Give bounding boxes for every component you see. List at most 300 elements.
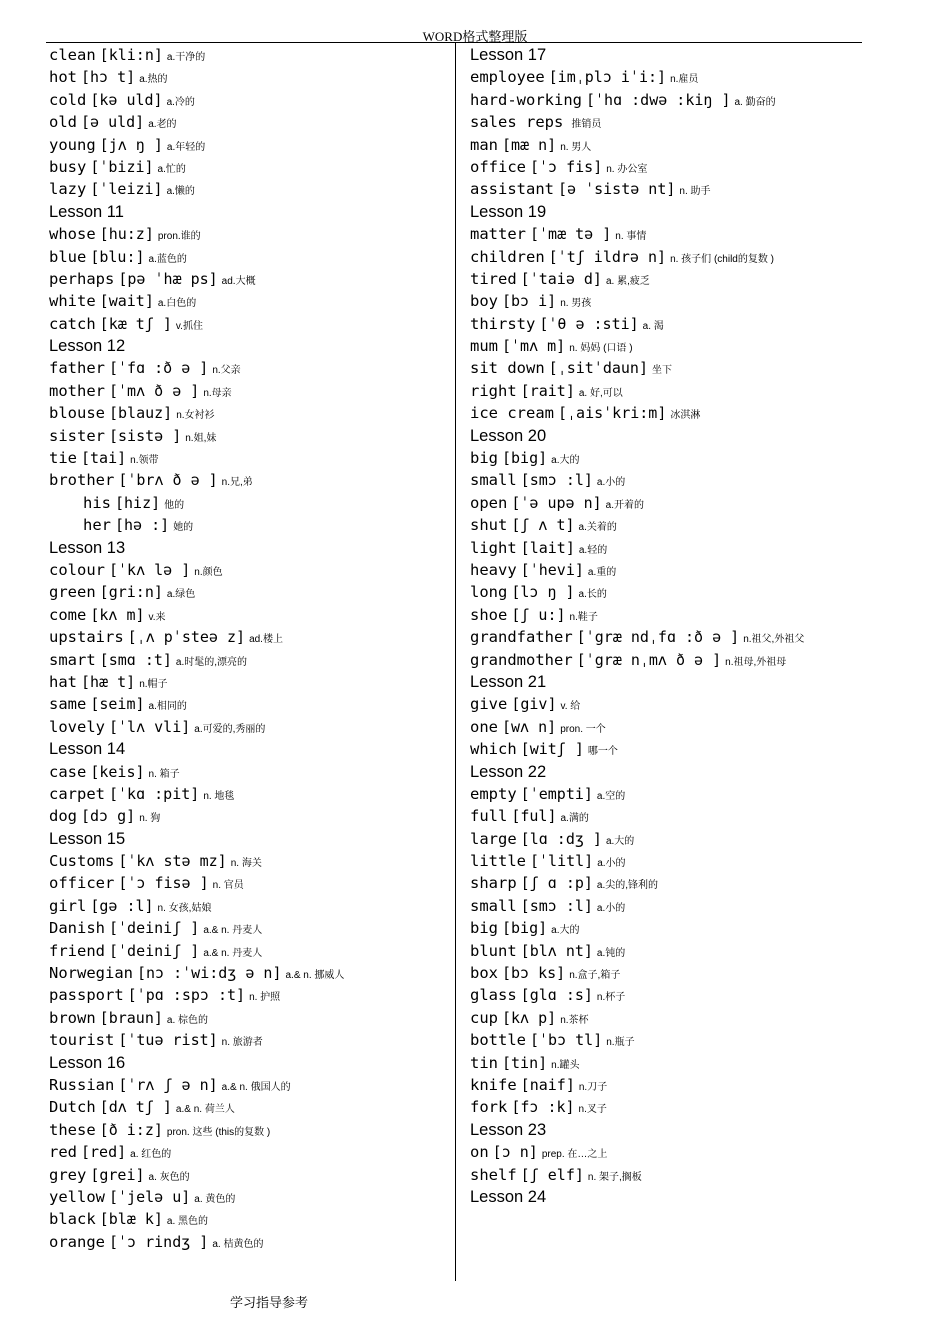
- lesson-heading: Lesson 20: [470, 426, 547, 445]
- vocab-gloss: v. 给: [560, 701, 581, 713]
- vocab-phonetic: [big]: [502, 919, 548, 938]
- vocab-phonetic: [ˈfɑ :ð ə ]: [109, 359, 209, 378]
- vocab-word: shut: [470, 516, 508, 535]
- vocab-gloss: n. 女孩,姑娘: [157, 902, 212, 914]
- vocab-entry: [49, 514, 449, 536]
- vocab-gloss: n. 办公室: [606, 163, 648, 175]
- lesson-heading: Lesson 19: [470, 202, 547, 221]
- vocab-word: open: [470, 493, 508, 512]
- vocab-gloss: a.冷的: [166, 96, 195, 108]
- vocab-entry: [49, 604, 449, 626]
- vocab-word: tourist: [49, 1031, 115, 1050]
- vocab-phonetic: [blʌ nt]: [520, 941, 593, 960]
- vocab-phonetic: [ˈdeiniʃ ]: [109, 919, 200, 938]
- vocab-phonetic: [hiz]: [115, 493, 161, 512]
- vocab-gloss: a. 好,可以: [578, 387, 623, 399]
- vocab-word: Norwegian: [49, 964, 133, 983]
- vocab-gloss: a.热的: [139, 74, 168, 86]
- vocab-entry: [470, 962, 860, 984]
- vocab-entry: [49, 66, 449, 88]
- vocab-gloss: a. 桔黄色的: [212, 1238, 264, 1250]
- vocab-phonetic: [ˌʌ pˈsteə z]: [127, 628, 246, 647]
- vocab-word: green: [49, 583, 96, 602]
- vocab-gloss: a.小的: [596, 902, 626, 914]
- vocab-gloss: a.大的: [551, 925, 580, 937]
- vocab-phonetic: [smɔ :l]: [520, 896, 593, 915]
- vocab-entry: [49, 693, 449, 715]
- vocab-entry: [470, 380, 860, 402]
- lesson-heading: Lesson 14: [49, 740, 126, 759]
- vocab-entry: [470, 1052, 860, 1074]
- vocab-phonetic: [smɑ :t]: [99, 650, 172, 669]
- vocab-phonetic: [ə ˈsistə nt]: [558, 180, 676, 199]
- vocab-gloss: a.时髦的,漂亮的: [175, 656, 248, 668]
- vocab-gloss: a.& n. 俄国人的: [221, 1081, 291, 1093]
- page-header: WORD格式整理版: [422, 29, 528, 44]
- vocab-word: shoe: [470, 605, 508, 624]
- vocab-entry: [470, 537, 860, 559]
- vocab-gloss: n.兄,弟: [221, 477, 253, 489]
- vocab-phonetic: [ˈjelə u]: [109, 1187, 191, 1206]
- vocab-word: tired: [470, 269, 517, 288]
- vocab-phonetic: [mæ n]: [502, 135, 557, 154]
- vocab-entry: [470, 872, 860, 894]
- vocab-word: long: [470, 583, 508, 602]
- vocab-gloss: a. 勤奋的: [734, 96, 776, 108]
- vocab-entry: [470, 895, 860, 917]
- vocab-entry: [49, 313, 449, 335]
- vocab-entry: [470, 693, 860, 715]
- vocab-entry: [49, 1164, 449, 1186]
- vocab-phonetic: [ð i:z]: [99, 1120, 163, 1139]
- vocab-phonetic: [dʌ tʃ ]: [99, 1098, 172, 1117]
- lesson-heading: Lesson 11: [49, 202, 124, 221]
- vocab-phonetic: [ˈhevi]: [520, 560, 584, 579]
- lesson-heading: Lesson 16: [49, 1053, 126, 1072]
- vocab-phonetic: [hə :]: [115, 516, 170, 535]
- vocab-word: brother: [49, 471, 115, 490]
- vocab-word: young: [49, 135, 96, 154]
- vocab-phonetic: [kli:n]: [99, 46, 163, 64]
- vocab-entry: [470, 111, 860, 133]
- vocab-entry: [49, 1141, 449, 1163]
- vocab-word: colour: [49, 560, 105, 579]
- vocab-phonetic: [pə ˈhæ ps]: [118, 269, 218, 288]
- vocab-gloss: n. 护照: [249, 992, 281, 1004]
- vocab-gloss: n. 妈妈 (口语 ): [569, 343, 633, 355]
- vocab-entry: [49, 850, 449, 872]
- vocab-word: give: [470, 695, 508, 714]
- vocab-word: smart: [49, 650, 96, 669]
- vocab-entry: [49, 380, 449, 402]
- vocab-entry: [470, 984, 860, 1006]
- vocab-word: perhaps: [49, 269, 115, 288]
- vocab-phonetic: [tai]: [81, 449, 127, 468]
- vocab-phonetic: [ˈleizi]: [90, 180, 163, 199]
- vocab-gloss: 冰淇淋: [670, 410, 701, 422]
- vocab-gloss: n. 箱子: [148, 768, 180, 780]
- vocab-gloss: a.干净的: [166, 52, 206, 63]
- vocab-word: dog: [49, 807, 77, 826]
- vocab-word: glass: [470, 986, 517, 1005]
- vocab-phonetic: [ˈbizi]: [90, 157, 154, 176]
- lesson-heading: Lesson 23: [470, 1120, 547, 1139]
- vocab-phonetic: [ˈə upə n]: [511, 493, 602, 512]
- vocab-word: officer: [49, 874, 115, 893]
- vocab-word: cup: [470, 1008, 498, 1027]
- vocab-entry: [49, 940, 449, 962]
- vocab-word: blouse: [49, 404, 105, 423]
- vocab-gloss: n. 架子,搁板: [587, 1171, 642, 1183]
- vocab-entry: [470, 66, 860, 88]
- vocab-word: grandmother: [470, 650, 573, 669]
- vocab-gloss: n. 男孩: [560, 298, 592, 310]
- vocab-word: yellow: [49, 1187, 105, 1206]
- vocab-word: lovely: [49, 717, 105, 736]
- vocab-word: sister: [49, 426, 105, 445]
- vocab-phonetic: [witʃ ]: [520, 740, 584, 759]
- vocab-gloss: a.大的: [605, 835, 635, 847]
- vocab-phonetic: [ful]: [511, 807, 557, 826]
- vocab-gloss: v.来: [148, 611, 166, 623]
- vocab-gloss: a.年轻的: [166, 141, 206, 153]
- vocab-gloss: n.刀子: [578, 1081, 608, 1093]
- vocab-gloss: a.关着的: [578, 522, 617, 534]
- vocab-phonetic: [tin]: [502, 1053, 548, 1072]
- vocab-gloss: n.女衬衫: [176, 410, 215, 422]
- vocab-word: Dutch: [49, 1098, 96, 1117]
- vocab-gloss: n. 地毯: [203, 790, 235, 802]
- vocab-phonetic: [gri:n]: [99, 583, 163, 602]
- vocab-word: Russian: [49, 1075, 115, 1094]
- vocab-word: sharp: [470, 874, 517, 893]
- vocab-gloss: a.白色的: [157, 298, 197, 310]
- vocab-gloss: a.忙的: [157, 163, 186, 175]
- vocab-entry: [49, 492, 449, 514]
- page-footer: 学习指导参考: [230, 1295, 309, 1310]
- vocab-entry: [470, 223, 860, 245]
- vocab-gloss: a.绿色: [166, 589, 196, 601]
- vocab-phonetic: [ˈhɑ :dwə :kiŋ ]: [585, 90, 731, 109]
- vocab-word: come: [49, 605, 87, 624]
- vocab-entry: [470, 178, 860, 200]
- vocab-phonetic: [ˈtaiə d]: [520, 269, 602, 288]
- vocab-gloss: a.相同的: [148, 701, 187, 713]
- vocab-entry: [49, 447, 449, 469]
- vocab-entry: [49, 716, 449, 738]
- vocab-word: clean: [49, 46, 96, 64]
- vocab-entry: [470, 290, 860, 312]
- vocab-entry: [49, 134, 449, 156]
- vocab-phonetic: [red]: [81, 1143, 127, 1162]
- vocab-entry: [49, 357, 449, 379]
- vocab-phonetic: [ˈdeiniʃ ]: [109, 941, 200, 960]
- vocab-entry: [49, 1231, 449, 1253]
- vocab-gloss: a.小的: [596, 477, 626, 489]
- vocab-entry: [49, 649, 449, 671]
- vocab-gloss: a. 棕色的: [166, 1014, 209, 1026]
- vocab-word: knife: [470, 1075, 517, 1094]
- vocab-word: heavy: [470, 560, 517, 579]
- vocab-word: case: [49, 762, 87, 781]
- vocab-entry: [470, 850, 860, 872]
- vocab-phonetic: [smɔ :l]: [520, 471, 593, 490]
- lesson-heading: Lesson 21: [470, 672, 547, 691]
- vocab-phonetic: [ˈpɑ :spɔ :t]: [127, 986, 246, 1005]
- vocab-phonetic: [blu:]: [90, 247, 145, 266]
- vocab-phonetic: [ˈgræ ndˌfɑ :ð ə ]: [576, 628, 740, 647]
- vocab-word: grey: [49, 1165, 87, 1184]
- vocab-phonetic: [rait]: [520, 381, 575, 400]
- lesson-heading: Lesson 22: [470, 762, 547, 781]
- vocab-gloss: n. 事情: [615, 231, 647, 243]
- vocab-gloss: 她的: [173, 522, 194, 534]
- vocab-phonetic: [ʃ ʌ t]: [511, 516, 575, 535]
- vocab-entry: [49, 559, 449, 581]
- vocab-gloss: a.开着的: [605, 499, 644, 511]
- vocab-phonetic: [ˈkʌ lə ]: [109, 560, 191, 579]
- vocab-phonetic: [kʌ p]: [502, 1008, 557, 1027]
- vocab-word: small: [470, 471, 517, 490]
- vocab-gloss: n.帽子: [139, 678, 168, 690]
- vocab-phonetic: [ˈbrʌ ð ə ]: [118, 471, 218, 490]
- vocab-gloss: 推销员: [571, 119, 602, 131]
- vocab-phonetic: [ɔ n]: [492, 1143, 538, 1162]
- vocab-entry: [49, 1096, 449, 1118]
- vocab-entry: [49, 425, 449, 447]
- vocab-entry: [470, 134, 860, 156]
- vocab-word: thirsty: [470, 314, 536, 333]
- vocab-entry: [49, 268, 449, 290]
- vocab-phonetic: [kə uld]: [90, 90, 163, 109]
- vocab-phonetic: [lɔ ŋ ]: [511, 583, 575, 602]
- column-divider: [455, 43, 456, 1281]
- vocab-gloss: a.重的: [587, 566, 617, 578]
- vocab-entry: [49, 1186, 449, 1208]
- vocab-word: empty: [470, 784, 517, 803]
- vocab-entry: [49, 917, 449, 939]
- vocab-phonetic: [nɔ :ˈwi:dʒ ə n]: [137, 964, 282, 983]
- vocab-entry: [49, 223, 449, 245]
- vocab-gloss: a.满的: [560, 813, 589, 825]
- vocab-phonetic: [hɔ t]: [81, 68, 136, 87]
- vocab-gloss: a.空的: [596, 790, 626, 802]
- vocab-phonetic: [ˈgræ nˌmʌ ð ə ]: [576, 650, 722, 669]
- vocab-entry: [49, 178, 449, 200]
- vocab-entry: [49, 1119, 449, 1141]
- vocab-word: grandfather: [470, 628, 573, 647]
- vocab-gloss: n.叉子: [578, 1104, 607, 1116]
- vocab-word: mum: [470, 337, 498, 356]
- vocab-entry: [470, 917, 860, 939]
- vocab-entry: [49, 581, 449, 603]
- vocab-word: on: [470, 1143, 489, 1162]
- vocab-word: mother: [49, 381, 105, 400]
- vocab-word: employee: [470, 68, 545, 87]
- vocab-phonetic: [ˈbɔ tl]: [530, 1031, 603, 1050]
- left-column: [49, 44, 449, 1253]
- vocab-gloss: n.杯子: [596, 992, 626, 1004]
- vocab-phonetic: [glɑ :s]: [520, 986, 593, 1005]
- vocab-gloss: n.父亲: [212, 365, 241, 377]
- vocab-entry: [49, 1074, 449, 1096]
- vocab-gloss: n.祖父,外祖父: [743, 634, 805, 646]
- vocab-entry: [49, 761, 449, 783]
- header-rule: [46, 42, 862, 43]
- vocab-gloss: n. 旅游者: [221, 1037, 263, 1049]
- vocab-gloss: n.颜色: [194, 566, 223, 578]
- vocab-word: boy: [470, 292, 498, 311]
- vocab-gloss: a.可爱的,秀丽的: [194, 723, 266, 735]
- vocab-entry: [49, 984, 449, 1006]
- vocab-entry: [470, 402, 860, 424]
- vocab-entry: [470, 559, 860, 581]
- vocab-entry: [49, 156, 449, 178]
- vocab-gloss: a. 渴: [642, 320, 664, 332]
- vocab-entry: [49, 111, 449, 133]
- vocab-entry: [49, 1208, 449, 1230]
- vocab-word: tin: [470, 1053, 498, 1072]
- vocab-entry: [470, 357, 860, 379]
- lesson-heading: Lesson 24: [470, 1187, 547, 1206]
- vocab-entry: [470, 581, 860, 603]
- vocab-phonetic: [lɑ :dʒ ]: [520, 829, 602, 848]
- vocab-phonetic: [ˈkɑ :pit]: [109, 784, 200, 803]
- vocab-gloss: a.蓝色的: [148, 253, 187, 265]
- vocab-phonetic: [ʃ elf]: [520, 1165, 584, 1184]
- vocab-phonetic: [braun]: [99, 1008, 163, 1027]
- vocab-word: hat: [49, 672, 77, 691]
- vocab-word: sit down: [470, 359, 545, 378]
- vocab-entry: [49, 872, 449, 894]
- vocab-entry: [49, 402, 449, 424]
- vocab-entry: [49, 246, 449, 268]
- vocab-word: her: [83, 516, 111, 535]
- vocab-phonetic: [grei]: [90, 1165, 145, 1184]
- vocab-entry: [470, 469, 860, 491]
- vocab-phonetic: [hu:z]: [99, 225, 154, 244]
- vocab-phonetic: [gə :l]: [90, 896, 154, 915]
- vocab-phonetic: [fɔ :k]: [511, 1098, 575, 1117]
- vocab-gloss: a. 灰色的: [148, 1171, 190, 1183]
- vocab-phonetic: [hæ t]: [81, 672, 136, 691]
- vocab-word: assistant: [470, 180, 554, 199]
- vocab-word: blue: [49, 247, 87, 266]
- vocab-phonetic: [wʌ n]: [502, 717, 557, 736]
- vocab-phonetic: [ˌaisˈkri:m]: [558, 404, 667, 423]
- vocab-gloss: a.老的: [148, 119, 177, 131]
- vocab-entry: [470, 1141, 860, 1163]
- vocab-gloss: n.姐,妹: [185, 432, 217, 444]
- vocab-phonetic: [giv]: [511, 695, 557, 714]
- vocab-phonetic: [ˈɔ fisə ]: [118, 874, 209, 893]
- vocab-gloss: a.& n. 挪威人: [285, 970, 345, 982]
- vocab-phonetic: [lait]: [520, 538, 575, 557]
- vocab-gloss: ad.大概: [221, 275, 256, 287]
- vocab-phonetic: [ˈempti]: [520, 784, 593, 803]
- vocab-phonetic: [kʌ m]: [90, 605, 145, 624]
- vocab-gloss: pron. 这些 (this的复数 ): [166, 1126, 271, 1138]
- vocab-word: hot: [49, 68, 77, 87]
- vocab-entry: [470, 246, 860, 268]
- vocab-gloss: 哪一个: [587, 746, 618, 758]
- vocab-gloss: n.雇员: [670, 74, 699, 86]
- vocab-phonetic: [ˈlʌ vli]: [109, 717, 191, 736]
- vocab-gloss: v.抓住: [175, 320, 203, 332]
- vocab-word: lazy: [49, 180, 87, 199]
- vocab-entry: [470, 1007, 860, 1029]
- vocab-gloss: a.大的: [551, 455, 580, 467]
- vocab-phonetic: [seim]: [90, 695, 145, 714]
- vocab-word: light: [470, 538, 517, 557]
- vocab-phonetic: [dɔ g]: [81, 807, 136, 826]
- vocab-gloss: a. 黄色的: [194, 1193, 236, 1205]
- vocab-entry: [470, 156, 860, 178]
- vocab-word: children: [470, 247, 545, 266]
- vocab-word: little: [470, 852, 526, 871]
- vocab-gloss: a.尖的,锋利的: [596, 880, 659, 892]
- vocab-entry: [470, 514, 860, 536]
- vocab-phonetic: [ə uld]: [81, 113, 145, 132]
- vocab-phonetic: [ˈθ ə :sti]: [539, 314, 639, 333]
- vocab-word: same: [49, 695, 87, 714]
- vocab-entry: [49, 895, 449, 917]
- vocab-gloss: pron. 一个: [560, 723, 606, 735]
- vocab-word: carpet: [49, 784, 105, 803]
- vocab-word: blunt: [470, 941, 517, 960]
- vocab-word: catch: [49, 314, 96, 333]
- vocab-entry: [470, 604, 860, 626]
- vocab-entry: [470, 738, 860, 760]
- vocab-word: one: [470, 717, 498, 736]
- vocab-word: fork: [470, 1098, 508, 1117]
- vocab-gloss: pron.谁的: [157, 231, 201, 243]
- lesson-heading: Lesson 17: [470, 46, 547, 64]
- vocab-word: girl: [49, 896, 87, 915]
- vocab-phonetic: [ˈmʌ m]: [502, 337, 566, 356]
- vocab-word: matter: [470, 225, 526, 244]
- vocab-gloss: n.鞋子: [569, 611, 598, 623]
- vocab-word: which: [470, 740, 517, 759]
- vocab-word: big: [470, 919, 498, 938]
- vocab-word: cold: [49, 90, 87, 109]
- vocab-phonetic: [imˌplɔ iˈi:]: [548, 68, 667, 87]
- vocab-phonetic: [keis]: [90, 762, 145, 781]
- vocab-entry: [470, 783, 860, 805]
- lesson-heading: Lesson 13: [49, 538, 126, 557]
- vocab-word: full: [470, 807, 508, 826]
- vocab-entry: [470, 1074, 860, 1096]
- vocab-entry: [49, 290, 449, 312]
- vocab-entry: [470, 1164, 860, 1186]
- vocab-phonetic: [big]: [502, 449, 548, 468]
- vocab-gloss: a.小的: [597, 858, 626, 870]
- vocab-word: tie: [49, 449, 77, 468]
- vocab-gloss: a. 累,疲乏: [605, 275, 650, 287]
- vocab-entry: [470, 1096, 860, 1118]
- vocab-word: passport: [49, 986, 124, 1005]
- vocab-gloss: n.瓶子: [606, 1037, 635, 1049]
- vocab-word: office: [470, 157, 526, 176]
- vocab-phonetic: [ʃ ɑ :p]: [520, 874, 593, 893]
- vocab-phonetic: [kæ tʃ ]: [99, 314, 172, 333]
- vocab-word: big: [470, 449, 498, 468]
- vocab-entry: [49, 671, 449, 693]
- vocab-word: box: [470, 964, 498, 983]
- vocab-entry: [49, 805, 449, 827]
- vocab-word: shelf: [470, 1165, 517, 1184]
- vocab-word: large: [470, 829, 517, 848]
